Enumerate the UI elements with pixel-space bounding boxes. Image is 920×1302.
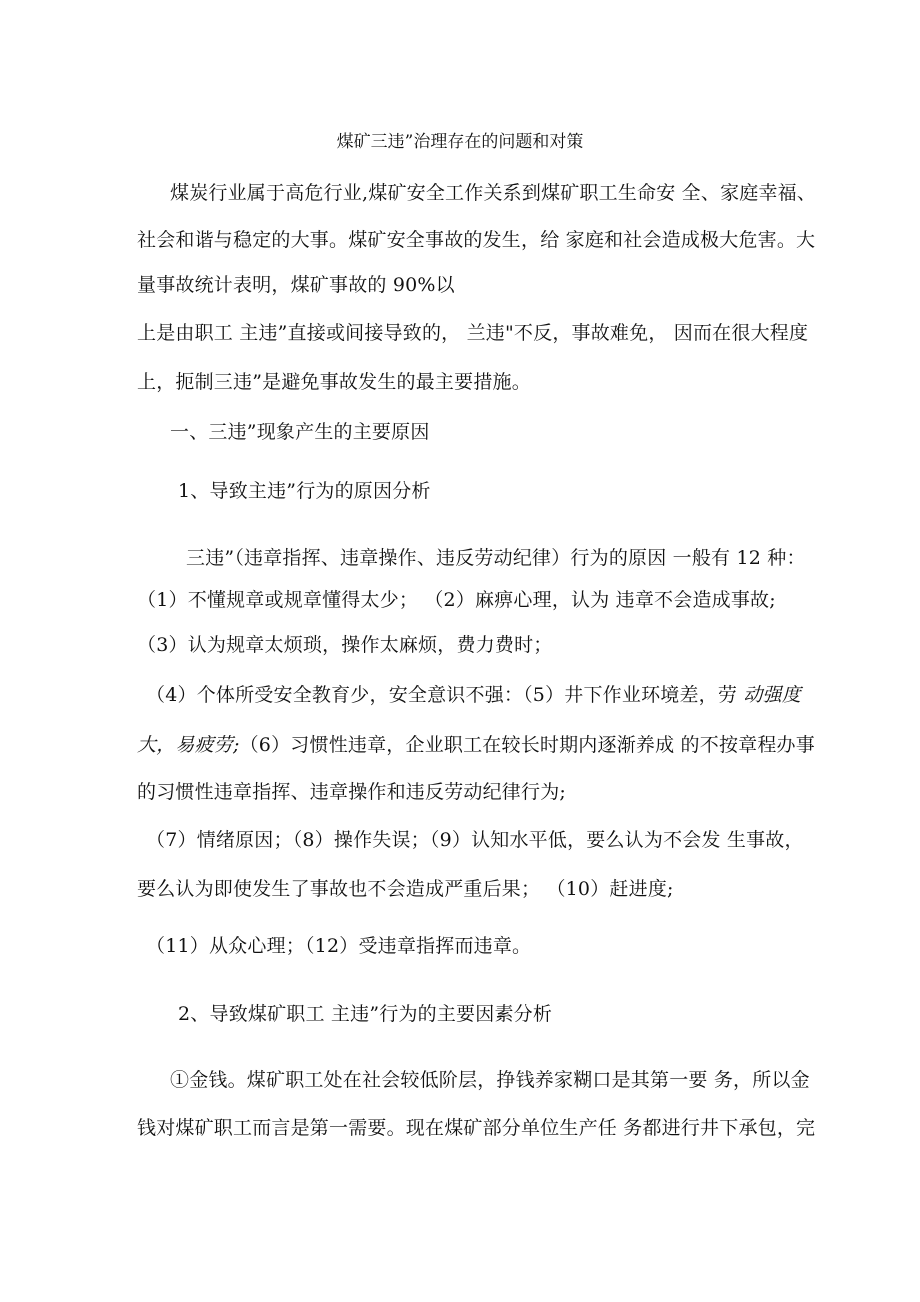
paragraph-line: 上，扼制三违”是避免事故发生的最主要措施。 — [137, 371, 531, 393]
paragraph-line: 的习惯性违章指挥、违章操作和违反劳动纪律行为; — [137, 781, 567, 803]
document-title: 煤矿三违”治理存在的问题和对策 — [336, 132, 584, 152]
paragraph-line: 煤炭行业属于高危行业,煤矿安全工作关系到煤矿职工生命安 全、家庭幸福、 — [170, 182, 817, 204]
paragraph-line: 三违”（违章指挥、违章操作、违反劳动纪律）行为的原因 一般有 12 种： — [186, 547, 806, 569]
paragraph-line: 社会和谐与稳定的大事。煤矿安全事故的发生，给 家庭和社会造成极大危害。大 — [137, 229, 816, 251]
paragraph-line: 上是由职工 主违”直接或间接导致的， 兰违"不反，事故难免， 因而在很大程度 — [137, 322, 809, 344]
paragraph-line — [137, 733, 815, 757]
paragraph-line: （7）情绪原因；（8）操作失误；（9）认知水平低，要么认为不会发 生事故， — [146, 829, 804, 851]
section-heading: 一、三违”现象产生的主要原因 — [170, 421, 430, 443]
paragraph-text-italic: 动强度 — [737, 684, 801, 706]
paragraph-line — [146, 683, 801, 707]
paragraph-line: ①金钱。煤矿职工处在社会较低阶层，挣钱养家糊口是其第一要 务，所以金 — [170, 1069, 810, 1091]
paragraph-line: 钱对煤矿职工而言是第一需要。现在煤矿部分单位生产任 务都进行井下承包，完 — [137, 1117, 816, 1139]
paragraph-line: （11）从众心理；（12）受违章指挥而违章。 — [146, 935, 532, 957]
paragraph-text: （4）个体所受安全教育少，安全意识不强：（5）井下作业环境差，劳 — [146, 684, 738, 706]
paragraph-text-italic: 大，易疲劳; — [137, 734, 240, 756]
subsection-heading: 2、导致煤矿职工 主违”行为的主要因素分析 — [178, 1003, 553, 1025]
paragraph-line: （3）认为规章太烦琐，操作太麻烦，费力费时； — [137, 634, 553, 656]
subsection-heading: 1、导致主违”行为的原因分析 — [178, 480, 431, 502]
paragraph-line: 要么认为即使发生了事故也不会造成严重后果； （10）赶进度; — [137, 878, 674, 900]
paragraph-text: （6）习惯性违章，企业职工在较长时期内逐渐养成 的不按章程办事 — [239, 734, 815, 756]
paragraph-line: （1）不懂规章或规章懂得太少； （2）麻痹心理，认为 违章不会造成事故; — [137, 589, 776, 611]
paragraph-line: 量事故统计表明，煤矿事故的 90%以 — [137, 274, 455, 296]
